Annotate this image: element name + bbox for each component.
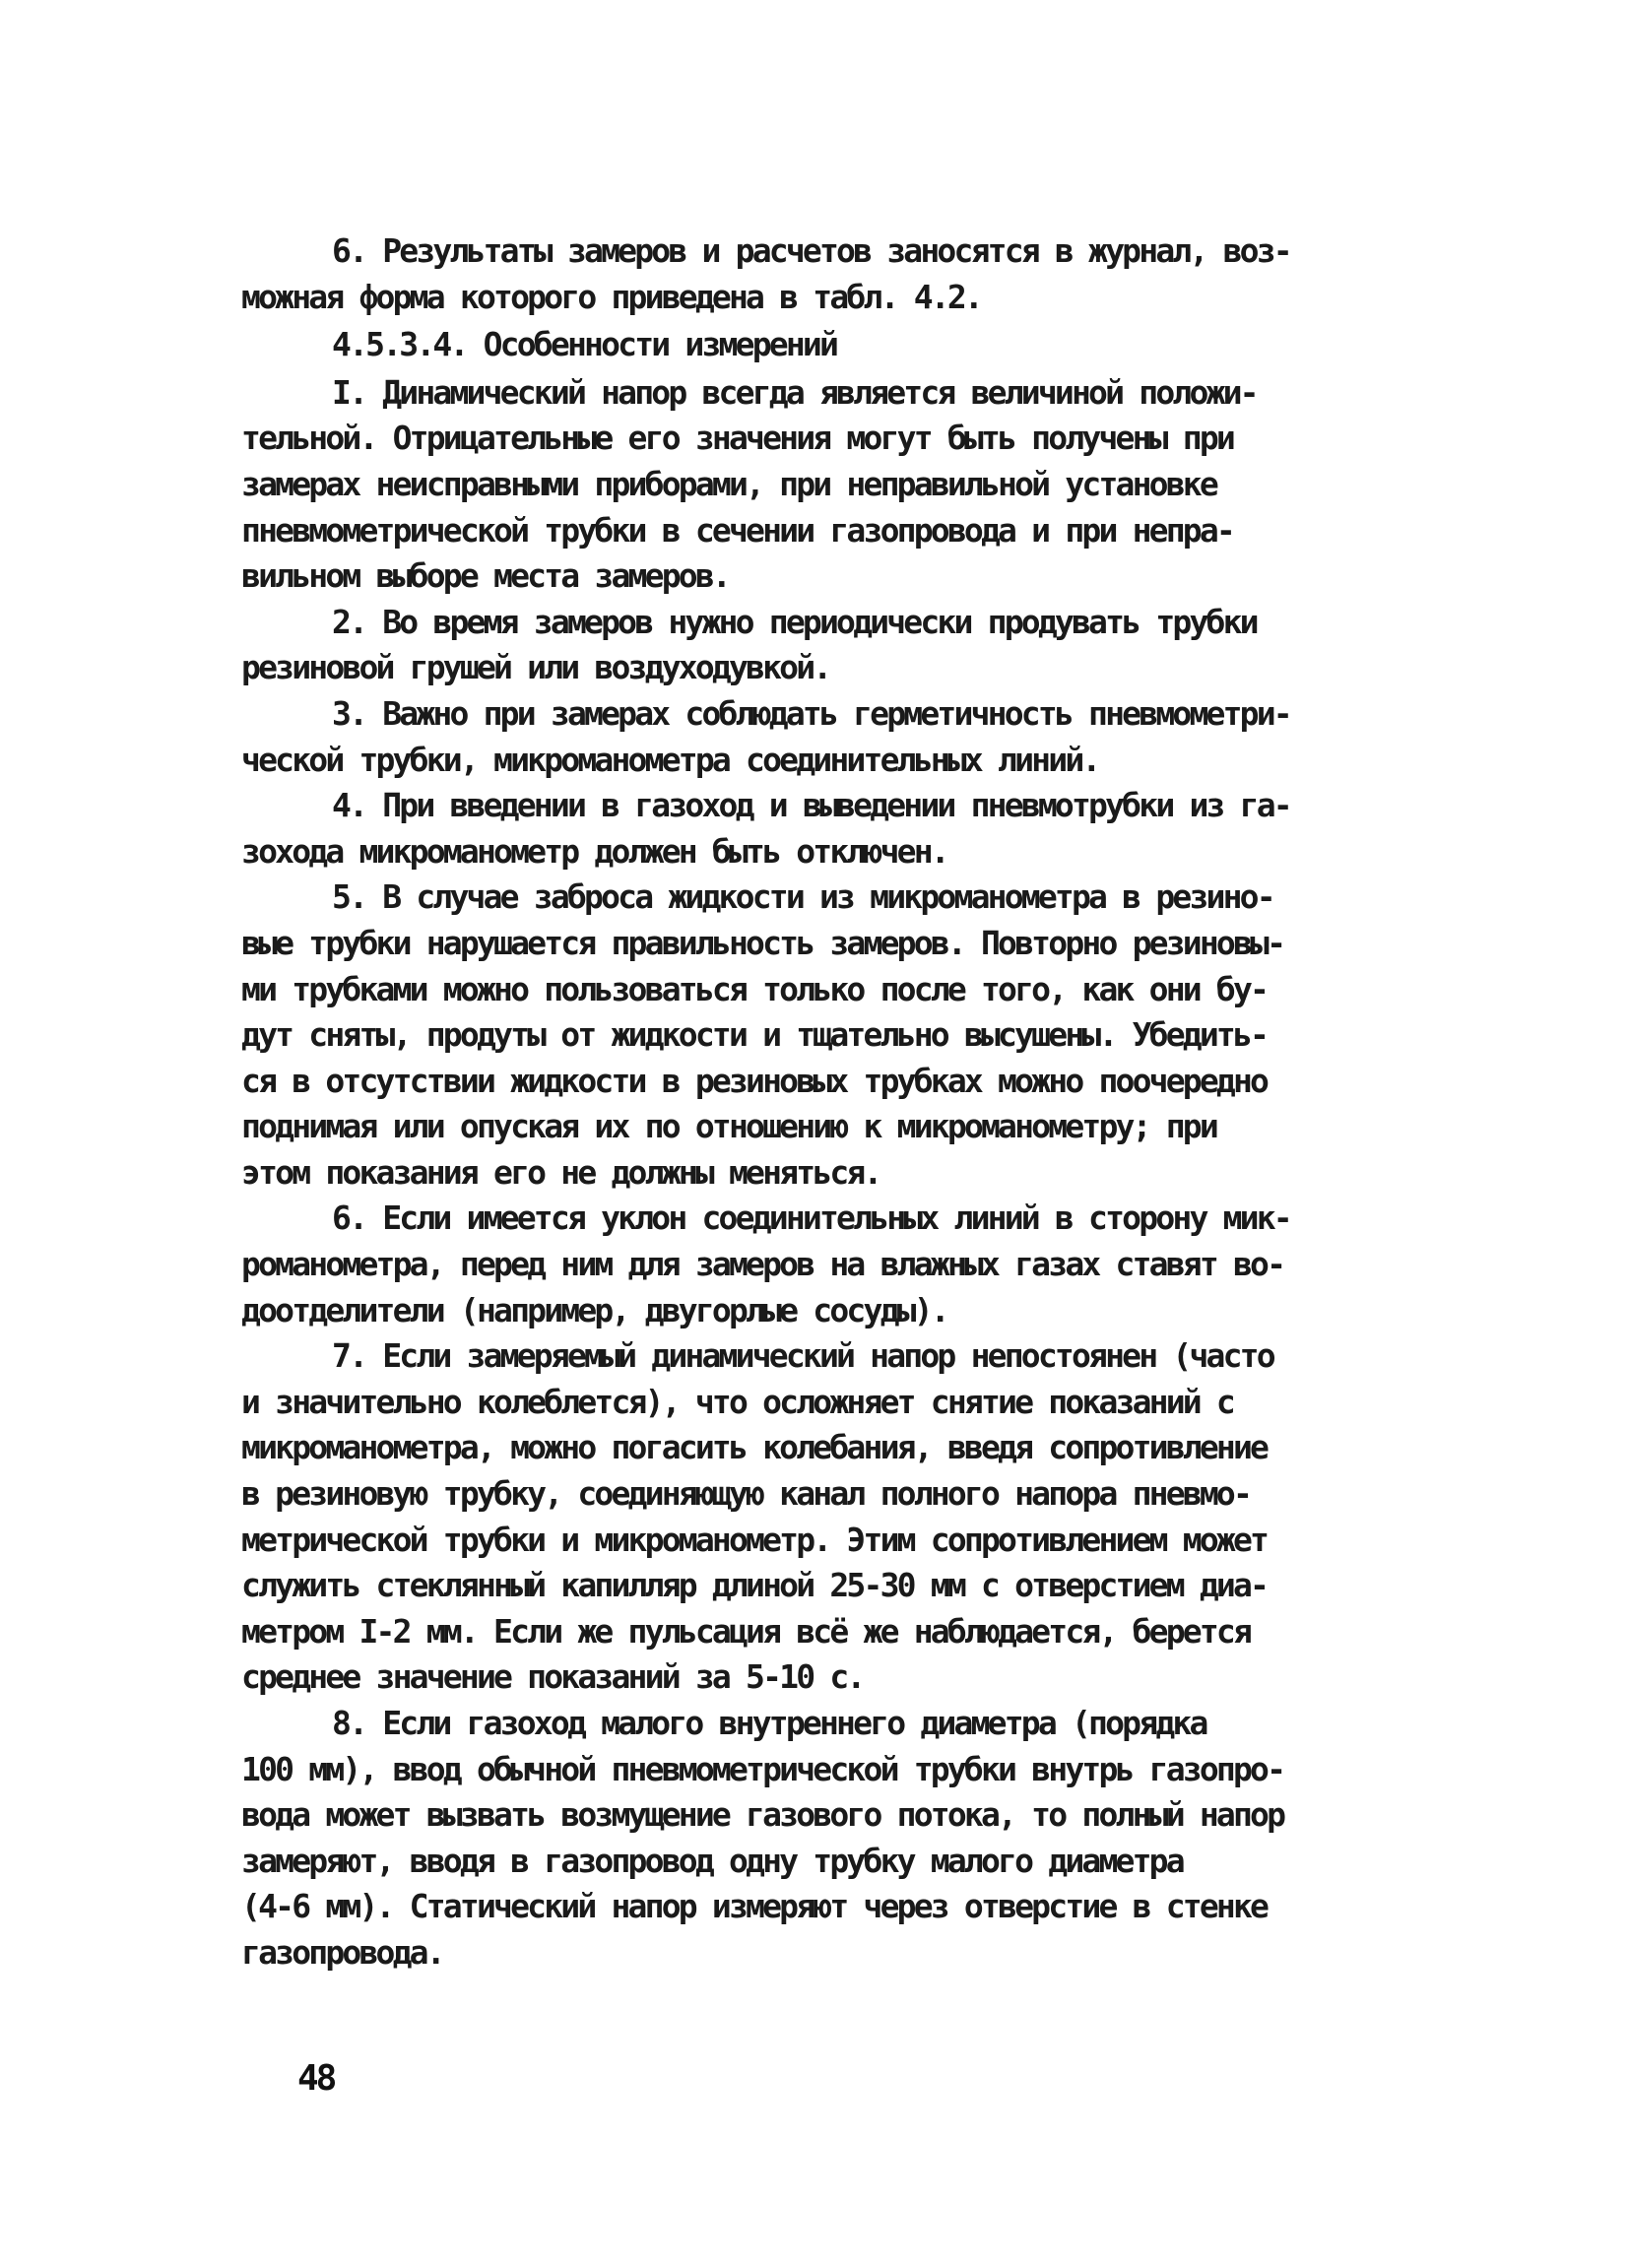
item-1-line-3: замерах неисправными приборами, при неправильной установке bbox=[241, 464, 1216, 503]
item-1-line-4: пневмометрической трубки в сечении газопровода и при непра- bbox=[241, 510, 1233, 550]
item-5-line-3: ми трубками можно пользоваться только после того, как они бу- bbox=[241, 969, 1268, 1008]
item-8-line-6: газопровода. bbox=[241, 1932, 443, 1972]
section-heading: 4.5.3.4. Особенности измерений bbox=[332, 325, 837, 364]
item-6-line-3: доотделители (например, двугорлые сосуды). bbox=[241, 1290, 947, 1329]
page-number: 48 bbox=[297, 2058, 335, 2099]
item-8-line-3: вода может вызвать возмущение газового потока, то полный напор bbox=[241, 1795, 1284, 1835]
item-7-line-8: среднее значение показаний за 5-10 с. bbox=[241, 1657, 864, 1697]
item-2-line-1: 2. Во время замеров нужно периодически продувать трубки bbox=[332, 602, 1257, 641]
item-5-line-2: вые трубки нарушается правильность замеров. Повторно резиновы- bbox=[241, 923, 1284, 962]
item-7-line-2: и значительно колеблется), что осложняет снятие показаний с bbox=[241, 1382, 1233, 1421]
item-7-line-6: служить стеклянный капилляр длиной 25-30 мм с отверстием диа- bbox=[241, 1566, 1268, 1605]
item-5-line-7: этом показания его не должны меняться. bbox=[241, 1152, 880, 1192]
item-8-line-2: 100 мм), ввод обычной пневмометрической трубки внутрь газопро- bbox=[241, 1749, 1284, 1788]
item-5-line-5: ся в отсутствии жидкости в резиновых трубках можно поочередно bbox=[241, 1061, 1268, 1100]
item-7-line-4: в резиновую трубку, соединяющую канал полного напора пневмо- bbox=[241, 1474, 1251, 1514]
item-5-line-4: дут сняты, продуты от жидкости и тщательно высушены. Убедить- bbox=[241, 1015, 1268, 1055]
item-7-line-7: метром I-2 мм. Если же пульсация всё же наблюдается, берется bbox=[241, 1611, 1251, 1651]
item-2-line-2: резиновой грушей или воздуходувкой. bbox=[241, 648, 830, 687]
item-7-line-1: 7. Если замеряемый динамический напор непостоянен (часто bbox=[332, 1336, 1273, 1376]
item-5-line-6: поднимая или опуская их по отношению к микроманометру; при bbox=[241, 1107, 1216, 1146]
item-8-line-4: замеряют, вводя в газопровод одну трубку малого диаметра bbox=[241, 1841, 1183, 1880]
paragraph-6-line-2: можная форма которого приведена в табл. 4.2. bbox=[241, 277, 981, 316]
item-6-line-2: романометра, перед ним для замеров на влажных газах ставят во- bbox=[241, 1245, 1284, 1284]
item-5-line-1: 5. В случае заброса жидкости из микроманометра в резино- bbox=[332, 877, 1273, 917]
paragraph-6-line-1: 6. Результаты замеров и расчетов заносятся в журнал, воз- bbox=[332, 231, 1290, 270]
item-1-line-1: I. Динамический напор всегда является величиной положи- bbox=[332, 372, 1257, 412]
item-7-line-3: микроманометра, можно погасить колебания, введя сопротивление bbox=[241, 1428, 1268, 1467]
item-3-line-2: ческой трубки, микроманометра соединительных линий. bbox=[241, 740, 1099, 779]
item-1-line-2: тельной. Отрицательные его значения могут быть получены при bbox=[241, 419, 1233, 458]
item-7-line-5: метрической трубки и микроманометр. Этим сопротивлением может bbox=[241, 1520, 1268, 1559]
item-8-line-1: 8. Если газоход малого внутреннего диаметра (порядка bbox=[332, 1704, 1206, 1742]
item-4-line-1: 4. При введении в газоход и выведении пневмотрубки из га- bbox=[332, 786, 1290, 825]
item-6-line-1: 6. Если имеется уклон соединительных линий в сторону мик- bbox=[332, 1199, 1290, 1238]
item-1-line-5: вильном выборе места замеров. bbox=[241, 556, 729, 596]
item-4-line-2: зохода микроманометр должен быть отключен. bbox=[241, 831, 947, 871]
body-text bbox=[241, 228, 1399, 1976]
item-3-line-1: 3. Важно при замерах соблюдать герметичность пневмометри- bbox=[332, 693, 1290, 733]
item-8-line-5: (4-6 мм). Статический напор измеряют через отверстие в стенке bbox=[241, 1887, 1268, 1926]
